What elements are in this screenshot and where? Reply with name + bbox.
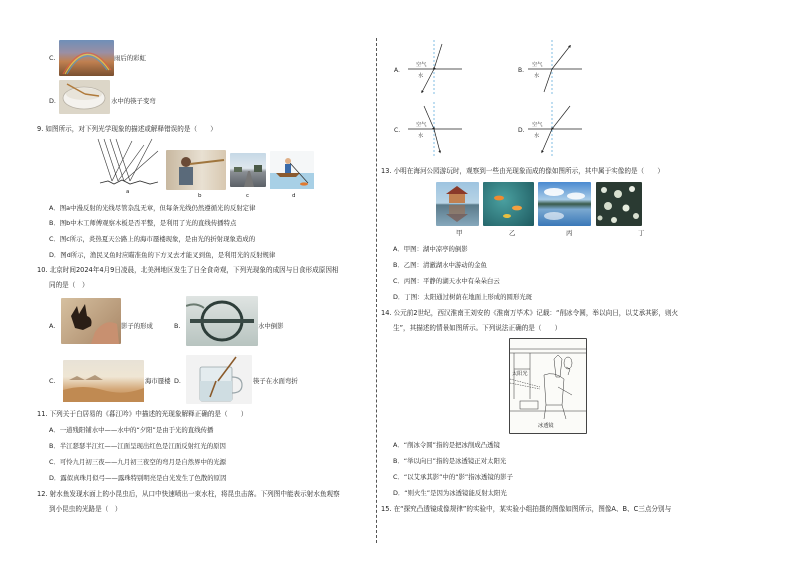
svg-text:水: 水 [534, 73, 540, 79]
spear-fishing-cartoon [270, 151, 314, 189]
road-mirage-photo [230, 153, 266, 187]
diagram-a [394, 40, 462, 94]
question-10-stem-cont: 同的是（ ） [49, 281, 89, 289]
question-11-option-c: C．可怜九月初三夜——九月初三夜空的弯月是自然界中的光源 [49, 458, 227, 466]
shadow-puppet-photo [61, 298, 121, 344]
pavilion-reflection-photo [436, 182, 479, 226]
question-14-option-a: A．“削冰令圆”指的是把冰削成凸透镜 [393, 441, 500, 449]
question-15-stem: 15. 在“探究凸透镜成像规律”的实验中，某实验小组拍摄的图像如图所示，图像A、B、C三点分别与 [381, 505, 672, 513]
question-14-option-c: C．“以艾承其影”中的“影”指冰透镜的影子 [393, 473, 513, 481]
figure-label: b [198, 193, 202, 199]
question-14-stem-cont: 生”，其描述的情景如图所示。下列说法正确的是（ ） [393, 324, 562, 332]
question-9-option-c: C．图c所示，炎热夏天公路上的海市蜃楼现象，是由光的折射现象造成的 [49, 235, 256, 243]
goldfish-photo [483, 182, 534, 226]
option-text: 水中倒影 [258, 322, 284, 330]
question-11-option-b: B．半江瑟瑟半江红——江面呈现出红色是江面反射红光的原因 [49, 442, 226, 450]
option-letter: A. [49, 322, 56, 330]
option-letter: B. [174, 322, 181, 330]
diagram-c [394, 102, 462, 156]
svg-text:空气: 空气 [532, 122, 543, 128]
question-9-option-a: A．图a中漫反射的光线尽管杂乱无章，但每条光线仍然遵循光的反射定律 [49, 204, 256, 212]
figure-label: c [246, 193, 250, 199]
question-13-option-d: D．丁图：太阳通过树荫在地面上形成的圆形光斑 [393, 293, 533, 301]
bridge-reflection-photo [186, 296, 258, 346]
cloud-reflection-photo [538, 182, 591, 226]
question-11-option-d: D．露似真珠月似弓——露珠特别明亮是白光发生了色散的原因 [49, 474, 227, 482]
diagram-letter: C. [394, 127, 401, 134]
sunlight-label: 太阳光 [512, 371, 528, 377]
question-12-stem: 12. 射水鱼发现水面上的小昆虫后，从口中快速喷出一束水柱，将昆虫击落。下列图中能表示射水鱼观察 [37, 490, 340, 498]
question-12-stem-cont: 到小昆虫的光路是（ ） [49, 505, 122, 513]
option-letter: D. [174, 377, 181, 385]
ice-lens-label: 冰透镜 [538, 423, 554, 429]
image-label: 丙 [566, 229, 573, 237]
svg-text:空气: 空气 [416, 122, 427, 128]
diagram-letter: B. [518, 67, 525, 74]
image-label: 甲 [456, 229, 463, 237]
option-text: 雨后的彩虹 [114, 54, 146, 62]
question-13-stem: 13. 小明在海河公园游玩时，观察到一些由光现象而成的像如图所示，其中属于实像的是（ ） [381, 167, 664, 175]
option-text: 影子的形成 [121, 322, 153, 330]
svg-text:水: 水 [418, 133, 424, 139]
glass-chopstick-photo [186, 355, 252, 404]
question-14-stem: 14. 公元前2世纪，西汉淮南王刘安的《淮南万毕术》记载：“削冰令圆，举以向日，以艾承其影，则火 [381, 309, 679, 317]
option-text: 海市蜃楼 [145, 377, 171, 385]
svg-text:水: 水 [534, 133, 540, 139]
q12-ray-diagrams [392, 40, 712, 160]
option-text: 筷子在水面弯折 [253, 377, 298, 385]
question-11-stem: 11. 下列关于白居易的《暮江吟》中描述的光现象解释正确的是（ ） [37, 410, 248, 418]
question-14-option-b: B．“举以向日”指的是冰透镜正对太阳光 [393, 457, 507, 465]
figure-label: d [292, 193, 296, 199]
option-letter: C. [49, 54, 56, 62]
diagram-letter: D. [518, 127, 525, 134]
question-14-option-d: D．“则火生”是因为冰透镜能反射太阳光 [393, 489, 507, 497]
option-text: 水中的筷子变弯 [111, 97, 156, 105]
column-divider [376, 38, 377, 543]
svg-text:空气: 空气 [416, 62, 427, 68]
question-13-option-a: A．甲图：湖中凉亭的倒影 [393, 245, 468, 253]
figure-label: a [126, 189, 130, 195]
question-9-option-b: B．图b中木工师傅观察木板是否平整，是利用了光的直线传播特点 [49, 219, 237, 227]
question-9-stem: 9. 如图所示，对下列光学现象的描述或解释错误的是（ ） [37, 125, 217, 133]
svg-text:空气: 空气 [532, 62, 543, 68]
light-spots-photo [596, 182, 642, 226]
question-10-stem: 10. 北京时间2024年4月9日凌晨，北美洲地区发生了日全食奇观，下列光现象的成因与日食形成原因相 [37, 266, 339, 274]
question-9-option-d: D．图d所示，渔民叉鱼时应瞄准鱼的下方叉去才能叉到鱼，是利用光的反射规律 [49, 251, 276, 259]
option-letter: D. [49, 97, 56, 105]
carpenter-photo [166, 150, 226, 190]
ice-lens-illustration [509, 338, 587, 434]
diagram-letter: A. [394, 67, 400, 74]
question-13-option-c: C．丙图：平静的湖天水中有朵朵白云 [393, 277, 500, 285]
svg-text:水: 水 [418, 73, 424, 79]
diagram-b [518, 40, 582, 94]
rainbow-photo [59, 40, 114, 76]
diffuse-reflection-diagram [96, 137, 162, 195]
diagram-d [518, 102, 582, 156]
question-11-option-a: A．一道残阳铺水中——水中的“夕阳”是由于光的直线传播 [49, 426, 214, 434]
image-label: 乙 [509, 229, 516, 237]
image-label: 丁 [638, 229, 645, 237]
desert-mirage-photo [63, 360, 144, 402]
bowl-chopsticks-photo [59, 80, 110, 114]
option-letter: C. [49, 377, 56, 385]
question-13-option-b: B．乙图：清澈湖水中游动的金鱼 [393, 261, 487, 269]
